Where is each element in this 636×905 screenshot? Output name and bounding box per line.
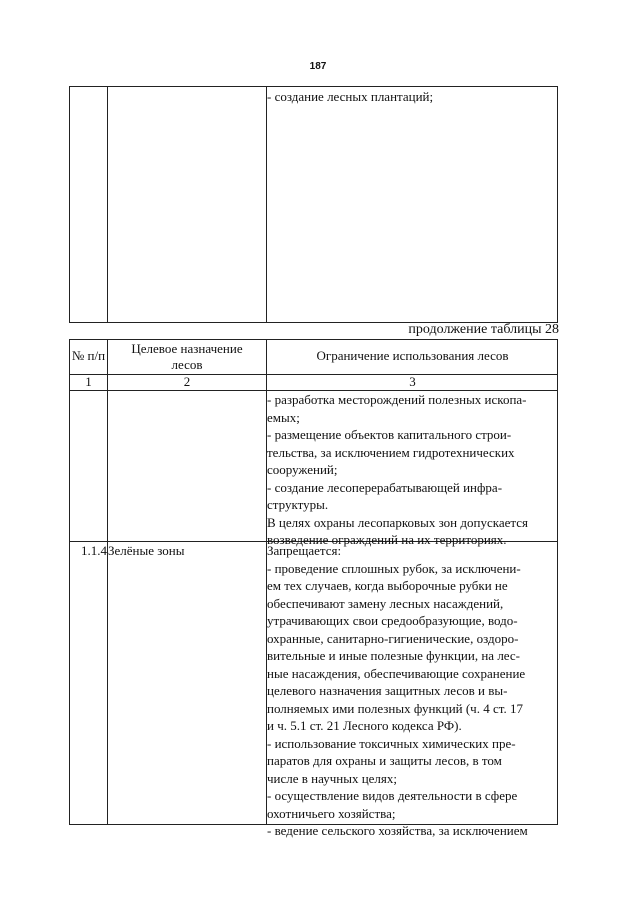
top-fragment-restriction-text: - создание лесных плантаций;: [267, 89, 434, 104]
header-number: № п/п: [71, 348, 106, 363]
header-purpose-line1: Целевое назначение: [131, 341, 243, 356]
green-row-line: обеспечивают замену лесных насаждений,: [267, 595, 504, 611]
green-row-line: и ч. 5.1 ст. 21 Лесного кодекса РФ).: [267, 718, 462, 733]
green-row-line: охотничьего хозяйства;: [267, 805, 396, 821]
green-zone-restriction-text: [267, 542, 528, 840]
top-table-divider-1: [107, 86, 108, 323]
prev-row-restriction-text: [267, 391, 528, 549]
green-row-line: паратов для охраны и защиты лесов, в том: [267, 753, 502, 768]
prev-row-line: возведение ограждений на их территориях.: [267, 532, 507, 547]
header-purpose-line2: лесов: [171, 357, 203, 372]
prev-row-line: В целях охраны лесопарковых зон допускается: [267, 514, 528, 530]
column-number-1: 1: [85, 374, 92, 389]
green-row-line: ем тех случаев, когда выборочные рубки не: [267, 578, 508, 593]
prev-row-line: - разработка месторождений полезных ископа-: [267, 392, 527, 407]
prev-row-line: тельства, за исключением гидротехнических: [267, 444, 515, 460]
green-row-line: Запрещается:: [267, 543, 342, 558]
green-row-line: полняемых ими полезных функций (ч. 4 ст. 17: [267, 700, 523, 716]
green-row-line: вительные и иные полезные функции, на лес-: [267, 648, 520, 663]
prev-row-line: сооружений;: [267, 462, 338, 477]
green-row-line: целевого назначения защитных лесов и вы-: [267, 683, 508, 698]
top-table-fragment: [69, 86, 558, 323]
green-row-line: - проведение сплошных рубок, за исключени-: [267, 560, 521, 576]
green-zone-purpose: Зелёные зоны: [108, 543, 185, 558]
prev-row-line: - создание лесоперерабатывающей инфра-: [267, 479, 503, 495]
col-divider-1: [107, 339, 108, 825]
column-number-3: 3: [409, 374, 416, 389]
top-table-divider-2: [266, 86, 267, 323]
prev-row-line: емых;: [267, 409, 300, 425]
green-zone-number: 1.1.4: [81, 543, 107, 558]
green-row-line: числе в научных целях;: [267, 770, 398, 786]
header-restriction: Ограничение использования лесов: [316, 348, 509, 363]
prev-row-line: - размещение объектов капитального строи-: [267, 427, 512, 442]
green-row-line: - осуществление видов деятельности в сфере: [267, 788, 518, 803]
green-row-line: утрачивающих свои средообразующие, водо-: [267, 613, 518, 628]
table-continuation-label: продолжение таблицы 28: [408, 322, 559, 337]
green-row-line: охранные, санитарно-гигиенические, оздоро-: [267, 630, 519, 646]
prev-row-line: структуры.: [267, 497, 329, 512]
green-row-line: ные насаждения, обеспечивающие сохранение: [267, 665, 526, 681]
green-row-line: - ведение сельского хозяйства, за исключением: [267, 823, 528, 838]
page-number: 187: [309, 61, 327, 72]
green-row-line: - использование токсичных химических пре-: [267, 735, 516, 751]
column-number-2: 2: [183, 374, 191, 389]
